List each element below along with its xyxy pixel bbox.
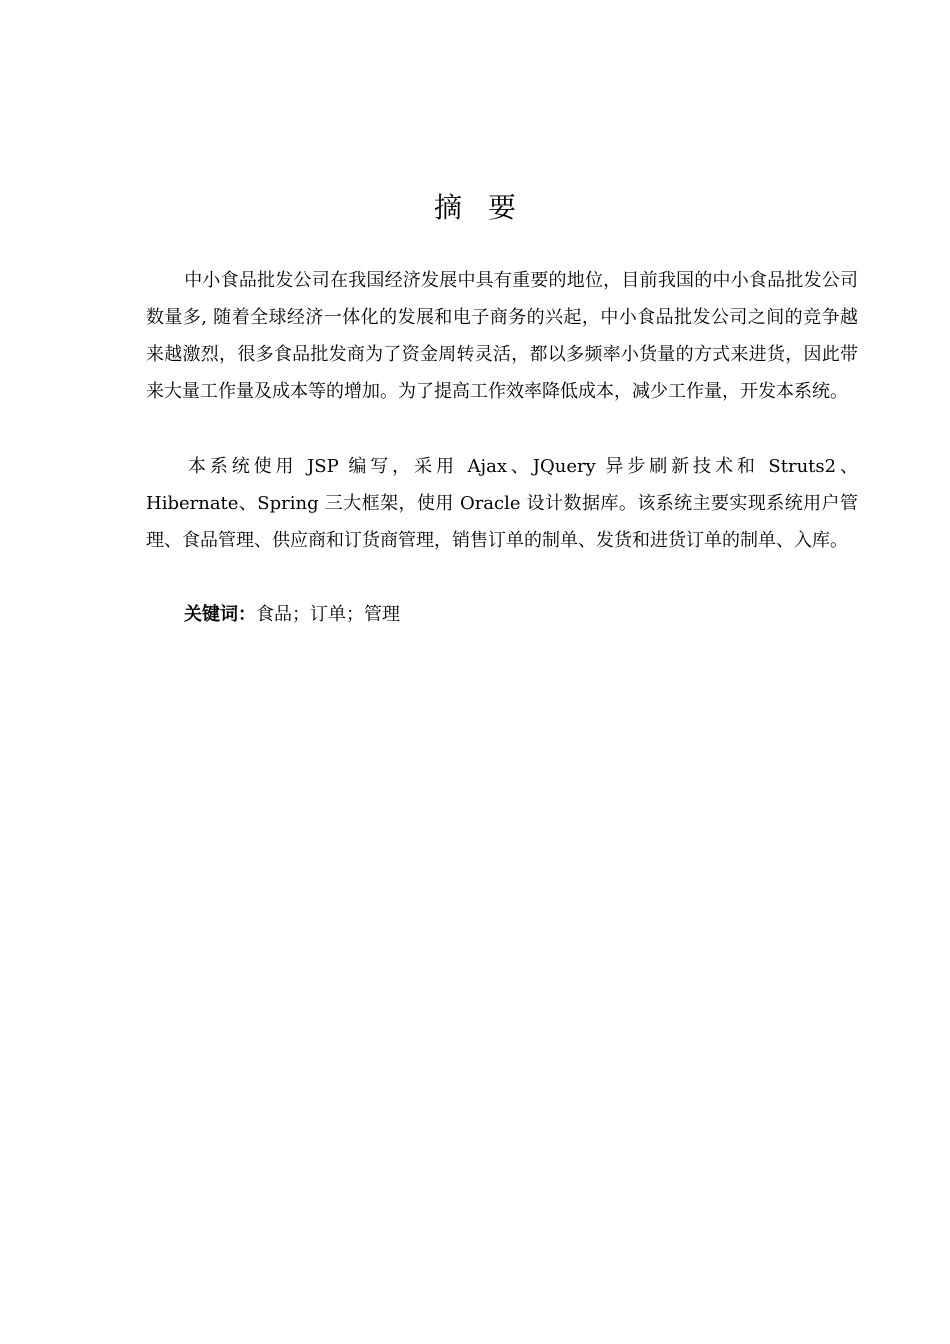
keywords-line (184, 596, 400, 633)
paragraph-2-text: 本系统使用 JSP 编写，采用 Ajax、JQuery 异步刷新技术和 Struts2、Hibernate、Spring 三大框架，使用 Oracle 设计数据库。该系统主要实现系统用户管理、食品管理、供应商和订货商管理，销售订单的制单、发货和进货订单的制单、入库。 (146, 456, 858, 551)
title-char-1: 摘 (433, 191, 462, 224)
paragraph-1-text: 中小食品批发公司在我国经济发展中具有重要的地位，目前我国的中小食品批发公司数量多, 随着全球经济一体化的发展和电子商务的兴起，中小食品批发公司之间的竞争越来越激烈，很多食品批发商为了资金周转灵活，都以多频率小货量的方式来进货，因此带来大量工作量及成本等的增加。为了提高工作效率降低成本，减少工作量，开发本系统。 (146, 270, 858, 402)
abstract-paragraph-2 (146, 448, 858, 559)
keywords-label: 关键词： (184, 604, 256, 625)
title-char-2: 要 (488, 191, 517, 224)
abstract-paragraph-1 (146, 262, 858, 410)
keywords-value: 食品；订单；管理 (256, 604, 400, 625)
abstract-title (0, 188, 950, 228)
